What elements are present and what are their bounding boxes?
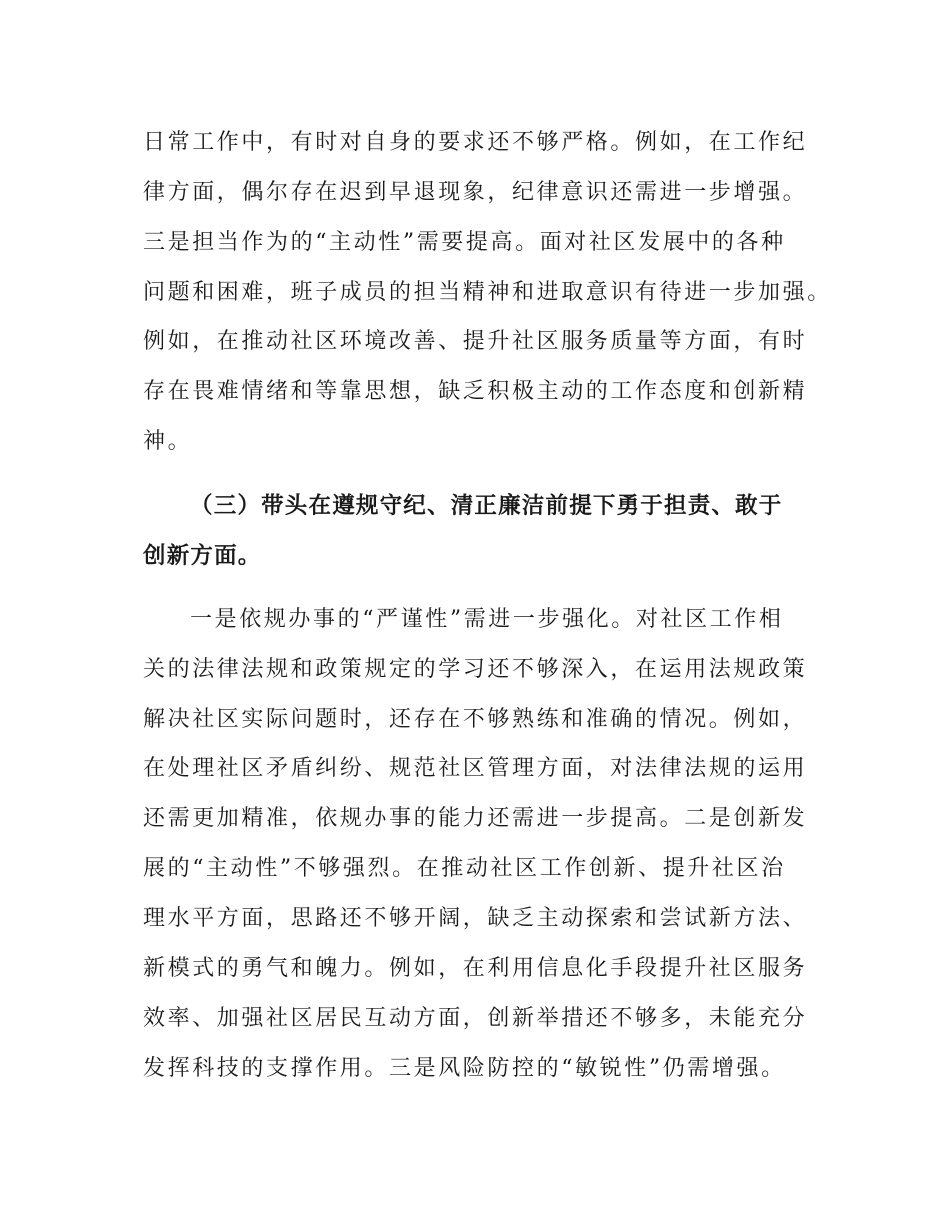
paragraph-1-line-6: 存在畏难情绪和等靠思想，缺乏积极主动的工作态度和创新精 (143, 379, 808, 404)
paragraph-1-line-2: 律方面，偶尔存在迟到早退现象，纪律意识还需进一步增强。 (143, 180, 808, 205)
paragraph-2-line-6: 展的“主动性”不够强烈。在推动社区工作创新、提升社区治 (143, 856, 786, 881)
paragraph-1-line-3: 三是担当作为的“主动性”需要提高。面对社区发展中的各种 (143, 230, 786, 255)
paragraph-2-line-4: 在处理社区矛盾纠纷、规范社区管理方面，对法律法规的运用 (143, 756, 808, 781)
paragraph-1-line-4: 问题和困难，班子成员的担当精神和进取意识有待进一步加强。 (143, 280, 832, 305)
paragraph-2-line-2: 关的法律法规和政策规定的学习还不够深入，在运用法规政策 (143, 657, 808, 682)
paragraph-2-line-7: 理水平方面，思路还不够开阔，缺乏主动探索和尝试新方法、 (143, 906, 808, 931)
paragraph-1-line-7: 神。 (143, 429, 193, 454)
section-heading-line-1: （三）带头在遵规守纪、清正廉洁前提下勇于担责、敢于 (190, 493, 783, 519)
paragraph-1-line-1: 日常工作中，有时对自身的要求还不够严格。例如，在工作纪 (143, 130, 808, 155)
paragraph-2-line-10: 发挥科技的支撑作用。三是风险防控的“敏锐性”仍需增强。 (143, 1056, 786, 1081)
paragraph-1-line-5: 例如，在推动社区环境改善、提升社区服务质量等方面，有时 (143, 329, 808, 354)
section-heading-line-2: 创新方面。 (143, 543, 262, 569)
paragraph-2-line-3: 解决社区实际问题时，还存在不够熟练和准确的情况。例如， (143, 707, 808, 732)
paragraph-2-line-1: 一是依规办事的“严谨性”需进一步强化。对社区工作相 (190, 607, 784, 632)
paragraph-2-line-9: 效率、加强社区居民互动方面，创新举措还不够多，未能充分 (143, 1006, 808, 1031)
paragraph-2-line-8: 新模式的勇气和魄力。例如，在利用信息化手段提升社区服务 (143, 956, 808, 981)
paragraph-2-line-5: 还需更加精准，依规办事的能力还需进一步提高。二是创新发 (143, 806, 808, 831)
